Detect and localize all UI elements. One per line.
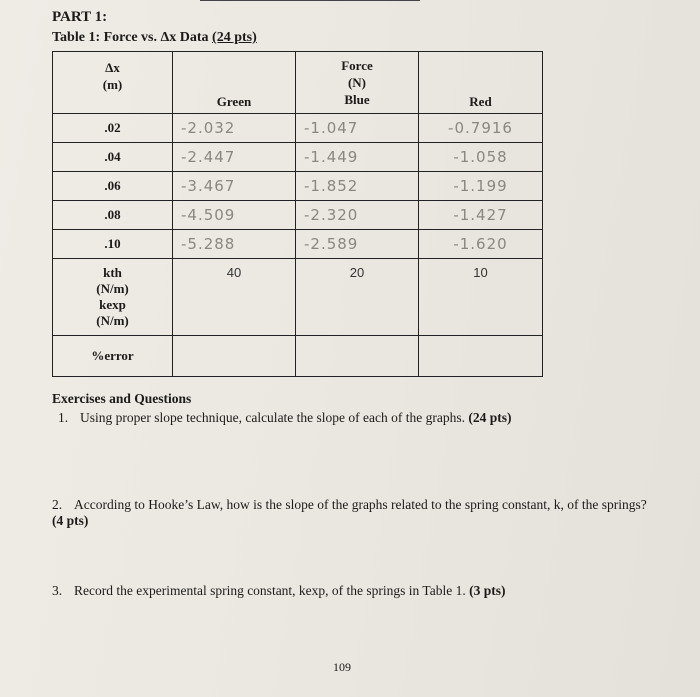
header-green: Green [173, 52, 296, 114]
error-green [173, 336, 296, 377]
question-1 [58, 410, 512, 426]
kth-green: 40 [173, 259, 296, 336]
kth-label: kth [103, 265, 122, 280]
green-force-cell: -5.288 [173, 230, 296, 259]
question-3-number: 3. [52, 583, 63, 598]
exercises-section [52, 391, 191, 407]
question-2-text: According to Hooke’s Law, how is the slope of the graphs related to the spring constant, k, of the springs? [74, 497, 647, 512]
question-2-points: (4 pts) [52, 513, 89, 528]
k-label-cell [53, 259, 173, 336]
blue-force-cell: -1.449 [296, 143, 419, 172]
header-dx-symbol: Δx [105, 59, 120, 75]
dx-cell: .04 [53, 143, 173, 172]
table-row [53, 172, 543, 201]
red-force-cell: -1.199 [419, 172, 543, 201]
top-rule [200, 0, 420, 1]
green-force-cell: -3.467 [173, 172, 296, 201]
question-2-number: 2. [52, 497, 63, 512]
header-red: Red [419, 52, 543, 114]
dx-cell: .06 [53, 172, 173, 201]
blue-force-cell: -2.589 [296, 230, 419, 259]
dx-cell: .08 [53, 201, 173, 230]
blue-force-cell: -1.047 [296, 114, 419, 143]
blue-force-cell: -1.852 [296, 172, 419, 201]
table-title-pts: (24 pts) [212, 30, 257, 45]
question-1-number: 1. [58, 410, 69, 425]
question-3-text: Record the experimental spring constant, kexp, of the springs in Table 1. [74, 583, 466, 598]
percent-error-row [53, 336, 543, 377]
question-2 [52, 497, 652, 529]
error-red [419, 336, 543, 377]
table-row [53, 114, 543, 143]
header-dx-unit: (m) [102, 76, 123, 92]
error-blue [296, 336, 419, 377]
green-force-cell: -2.032 [173, 114, 296, 143]
force-data-table [52, 51, 543, 377]
header-blue: Blue [344, 92, 370, 107]
kexp-unit: (N/m) [96, 313, 129, 328]
question-3 [52, 583, 505, 599]
header-force-blue [296, 52, 419, 114]
kth-red: 10 [419, 259, 543, 336]
error-label: %error [53, 336, 173, 377]
blue-force-cell: -2.320 [296, 201, 419, 230]
question-3-points: (3 pts) [469, 583, 506, 598]
red-force-cell: -1.058 [419, 143, 543, 172]
red-force-cell: -0.7916 [419, 114, 543, 143]
dx-cell: .02 [53, 114, 173, 143]
question-1-text: Using proper slope technique, calculate the slope of each of the graphs. [80, 410, 465, 425]
header-dx [53, 52, 173, 114]
header-force-label: Force [341, 58, 373, 73]
red-force-cell: -1.620 [419, 230, 543, 259]
exercises-heading: Exercises and Questions [52, 391, 192, 406]
kth-unit: (N/m) [96, 281, 129, 296]
table-row [53, 230, 543, 259]
question-1-points: (24 pts) [468, 410, 512, 425]
table-row [53, 143, 543, 172]
green-force-cell: -4.509 [173, 201, 296, 230]
table-title-main: Table 1: Force vs. Δx Data [52, 30, 209, 45]
red-force-cell: -1.427 [419, 201, 543, 230]
table-row [53, 201, 543, 230]
kexp-label: kexp [99, 297, 126, 312]
part-title: PART 1: [52, 9, 108, 25]
page-number: 109 [333, 660, 351, 674]
dx-cell: .10 [53, 230, 173, 259]
header-force-unit: (N) [347, 75, 367, 90]
kth-blue: 20 [296, 259, 419, 336]
spring-constant-row [53, 259, 543, 336]
green-force-cell: -2.447 [173, 143, 296, 172]
table-title [52, 30, 257, 46]
table-header-row [53, 52, 543, 114]
